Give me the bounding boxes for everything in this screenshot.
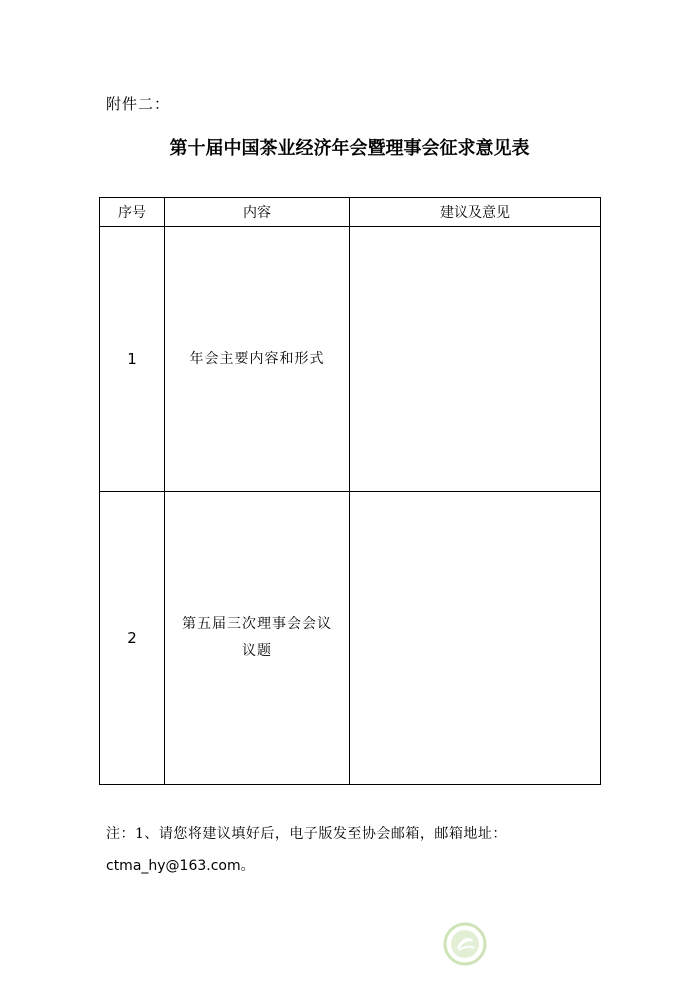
feedback-table: [99, 197, 601, 785]
watermark-logo-icon: [443, 922, 487, 966]
attachment-label: 附件二：: [106, 95, 171, 113]
row-index: 1: [100, 227, 165, 492]
row-content: 年会主要内容和形式: [165, 227, 350, 492]
table-row: [100, 492, 601, 785]
row-opinion-cell[interactable]: [350, 492, 601, 785]
row-index: 2: [100, 492, 165, 785]
table-header-row: [100, 198, 601, 227]
header-content: 内容: [165, 198, 350, 227]
table-row: [100, 227, 601, 492]
row-content: 第五届三次理事会会议议题: [165, 492, 350, 785]
document-title: 第十届中国茶业经济年会暨理事会征求意见表: [169, 138, 530, 159]
header-index: 序号: [100, 198, 165, 227]
note-line-1: 注：1、请您将建议填好后，电子版发至协会邮箱，邮箱地址：: [106, 826, 507, 842]
row-opinion-cell[interactable]: [350, 227, 601, 492]
note-line-2-email: ctma_hy@163.com。: [106, 858, 255, 874]
header-opinion: 建议及意见: [350, 198, 601, 227]
